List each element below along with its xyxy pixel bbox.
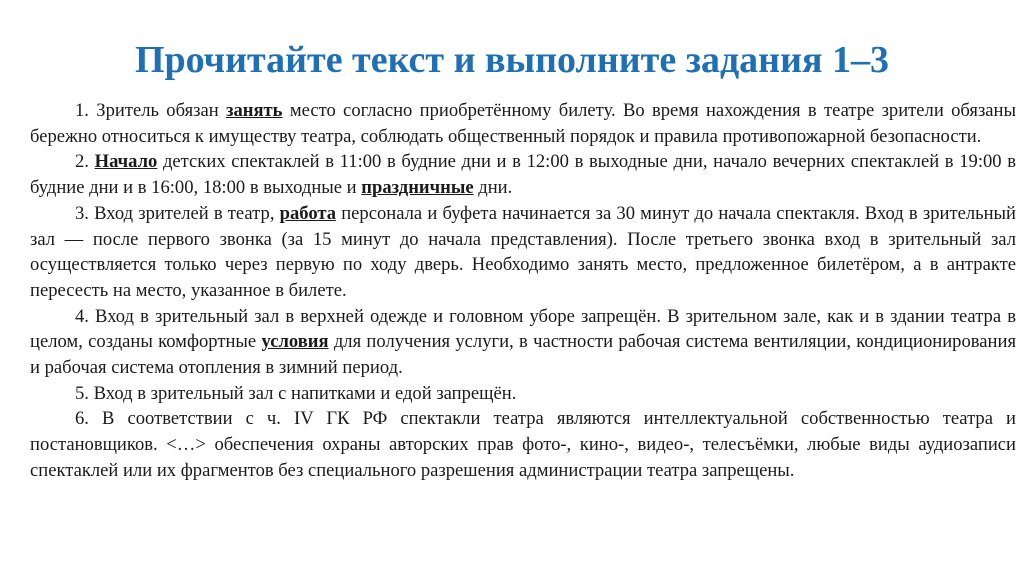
- paragraph-4-text-start: 4. Вход в зрительный зал в верхней одежде и головном уборе запрещён. В зрительном зале, как и в здании театра в целом, созданы комфортные: [30, 305, 1016, 353]
- paragraph-3-text-start: 3. Вход зрителей в театр,: [75, 202, 280, 224]
- paragraph-2-text-middle: детских спектаклей в 11:00 в будние дни и в 12:00 в выходные дни, начало вечерних спектаклей в 19:00 в будние дни и в 16:00, 18:00 в выходные и: [30, 151, 1017, 199]
- paragraph-2: [30, 149, 1016, 200]
- paragraph-1-text-end: место согласно приобретённому билету. Во время нахождения в театре зрители обязаны бережно относиться к имуществу театра, соблюдать общественный порядок и правила противопожарной безопасности.: [30, 100, 1016, 147]
- keyword-nachalo: Начало: [94, 151, 158, 173]
- paragraph-2-text-start: 2.: [75, 151, 95, 173]
- paragraph-2-text-end: дни.: [473, 177, 513, 199]
- keyword-usloviya: условия: [261, 331, 329, 353]
- paragraph-4: [30, 304, 1016, 381]
- slide-title: Прочитайте текст и выполните задания 1–3: [134, 39, 890, 81]
- paragraph-6: 6. В соответствии с ч. IV ГК РФ спектакли театра являются интеллектуальной собственностью театра и постановщиков. <…> обеспечения охраны авторских прав фото-, кино-, видео-, телесъёмки, любые виды аудиозаписи спектаклей или их фрагментов без специального разрешения администрации театра запрещены.: [30, 408, 1016, 481]
- paragraph-1: [30, 98, 1016, 149]
- text-body: [30, 98, 1016, 484]
- paragraph-1-text-start: 1. Зритель обязан: [75, 100, 226, 121]
- paragraph-3: [30, 201, 1016, 304]
- paragraph-3-text-end: персонала и буфета начинается за 30 минут до начала спектакля. Вход в зрительный зал — после первого звонка (за 15 минут до начала представления). После третьего звонка вход в зрительный зал осуществляется только через первую по ходу дверь. Необходимо занять место, предложенное билетёром, а в антракте пересесть на место, указанное в билете.: [30, 202, 1017, 301]
- paragraph-4-text-end: для получения услуги, в частности рабочая система вентиляции, кондиционирования и рабочая система отопления в зимний период.: [30, 331, 1016, 379]
- keyword-rabota: работа: [279, 202, 337, 224]
- keyword-zanyat: занять: [226, 100, 283, 121]
- paragraph-5: 5. Вход в зрительный зал с напитками и едой запрещён.: [75, 382, 517, 404]
- keyword-prazdnichnye: праздничные: [361, 177, 474, 199]
